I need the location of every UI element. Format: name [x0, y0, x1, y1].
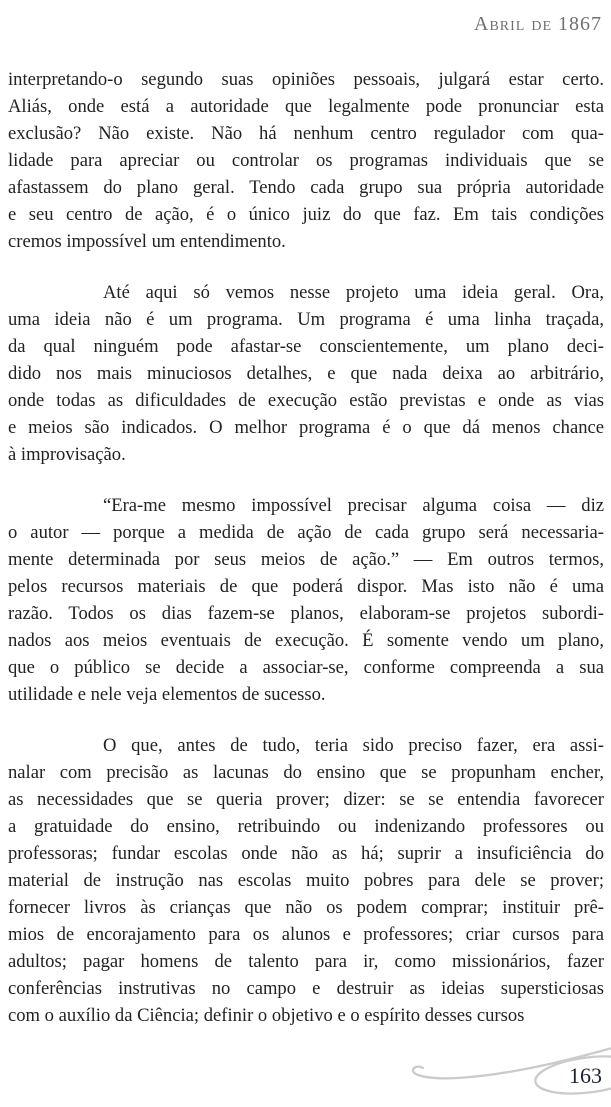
text-line: que o público se decide a associar-se, conforme compreenda a sua — [8, 657, 604, 678]
text-line: onde todas as dificuldades de execução estão previstas e onde as vias — [8, 390, 604, 411]
text-line: o autor — porque a medida de ação de cada grupo será necessaria- — [8, 522, 604, 543]
paragraph — [8, 279, 604, 468]
text-line: nalar com precisão as lacunas do ensino que se propunham encher, — [8, 762, 604, 783]
text-line: à improvisação. — [8, 444, 126, 465]
paragraph — [8, 732, 604, 1029]
page-number: 163 — [569, 1063, 602, 1088]
text-line: exclusão? Não existe. Não há nenhum centro regulador com qua- — [8, 123, 604, 144]
text-line: com o auxílio da Ciência; definir o objetivo e o espírito desses cursos — [8, 1005, 525, 1026]
text-line: nados aos meios eventuais de execução. É somente vendo um plano, — [8, 630, 604, 651]
text-line: mios de encorajamento para os alunos e professores; criar cursos para — [8, 924, 604, 945]
text-line: interpretando-o segundo suas opiniões pessoais, julgará estar certo. — [8, 69, 604, 90]
text-line: adultos; pagar homens de talento para ir, como missionários, fazer — [8, 951, 604, 972]
text-line: Aliás, onde está a autoridade que legalmente pode pronunciar esta — [8, 96, 604, 117]
text-line: afastassem do plano geral. Tendo cada grupo sua própria autoridade — [8, 177, 604, 198]
running-head: Abril de 1867 — [474, 13, 602, 35]
page-text — [8, 66, 604, 1029]
paragraph — [8, 492, 604, 708]
text-line: utilidade e nele veja elementos de sucesso. — [8, 684, 326, 705]
text-line: e seu centro de ação, é o único juiz do que faz. Em tais condições — [8, 204, 604, 225]
text-line: fornecer livros às crianças que não os podem comprar; instituir prê- — [8, 897, 604, 918]
text-line: as necessidades que se queria prover; dizer: se se entendia favorecer — [8, 789, 604, 810]
text-line: “Era-me mesmo impossível precisar alguma coisa — diz — [103, 495, 604, 516]
text-line: da qual ninguém pode afastar-se conscientemente, um plano deci- — [8, 336, 604, 357]
text-line: cremos impossível um entendimento. — [8, 231, 286, 252]
text-line: conferências instrutivas no campo e destruir as ideias supersticiosas — [8, 978, 604, 999]
paragraph — [8, 66, 604, 255]
text-line: Até aqui só vemos nesse projeto uma ideia geral. Ora, — [103, 282, 604, 303]
text-line: professoras; fundar escolas onde não as há; suprir a insuficiência do — [8, 843, 604, 864]
text-line: uma ideia não é um programa. Um programa é uma linha traçada, — [8, 309, 604, 330]
text-line: a gratuidade do ensino, retribuindo ou indenizando professores ou — [8, 816, 604, 837]
text-line: razão. Todos os dias fazem-se planos, elaboram-se projetos subordi- — [8, 603, 604, 624]
text-line: dido nos mais minuciosos detalhes, e que nada deixa ao arbitrário, — [8, 363, 604, 384]
text-line: material de instrução nas escolas muito pobres para dele se prover; — [8, 870, 604, 891]
page-header — [8, 13, 602, 36]
text-line: mente determinada por seus meios de ação.” — Em outros termos, — [8, 549, 604, 570]
text-line: pelos recursos materiais de que poderá dispor. Mas isto não é uma — [8, 576, 604, 597]
text-line: lidade para apreciar ou controlar os programas individuais que se — [8, 150, 604, 171]
text-line: e meios são indicados. O melhor programa é o que dá menos chance — [8, 417, 604, 438]
text-line: O que, antes de tudo, teria sido preciso fazer, era assi- — [103, 735, 604, 756]
